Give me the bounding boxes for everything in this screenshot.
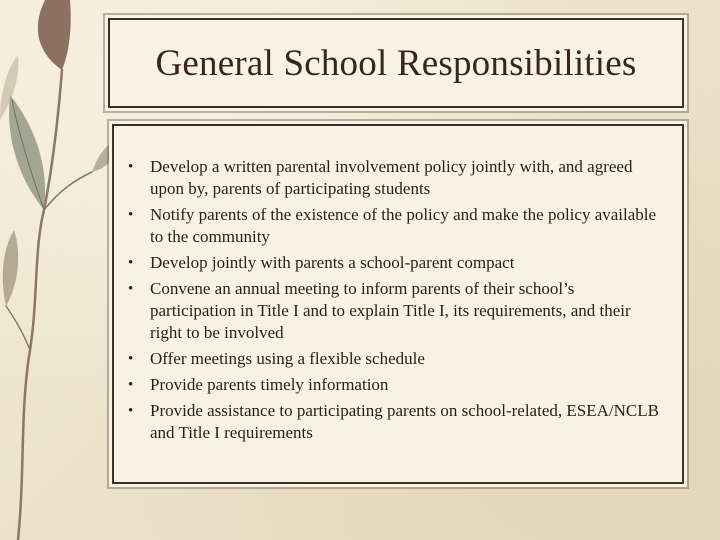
leaf-lower [3,230,18,306]
bullet-text: Develop a written parental involvement policy jointly with, and agreed upon by, parents of participating students [150,157,633,198]
list-item [128,156,662,200]
leaf-top [38,0,71,70]
bullet-icon: • [128,207,134,223]
bullet-icon: • [128,255,134,271]
bullet-list [114,126,682,444]
list-item [128,400,662,444]
bullet-text: Provide parents timely information [150,375,389,394]
bullet-icon: • [128,377,134,393]
bullet-text: Offer meetings using a flexible schedule [150,349,425,368]
bullet-icon: • [128,403,134,419]
bullet-text: Notify parents of the existence of the policy and make the policy available to the community [150,205,657,246]
bullet-icon: • [128,351,134,367]
list-item [128,252,662,274]
title-box [108,18,684,108]
content-box [112,124,684,484]
bullet-icon: • [128,159,134,175]
twig-branch-lower [6,306,30,350]
list-item [128,348,662,370]
bullet-text: Develop jointly with parents a school-parent compact [150,253,515,272]
list-item [128,204,662,248]
slide-title: General School Responsibilities [155,42,637,84]
bullet-icon: • [128,281,134,297]
bullet-text: Convene an annual meeting to inform parents of their school’s participation in Title I and to explain Title I, its requirements, and their right to be involved [150,279,631,342]
bullet-text: Provide assistance to participating parents on school-related, ESEA/NCLB and Title I requirements [150,401,659,442]
list-item [128,278,662,344]
twig-branch [44,172,92,210]
list-item [128,374,662,396]
